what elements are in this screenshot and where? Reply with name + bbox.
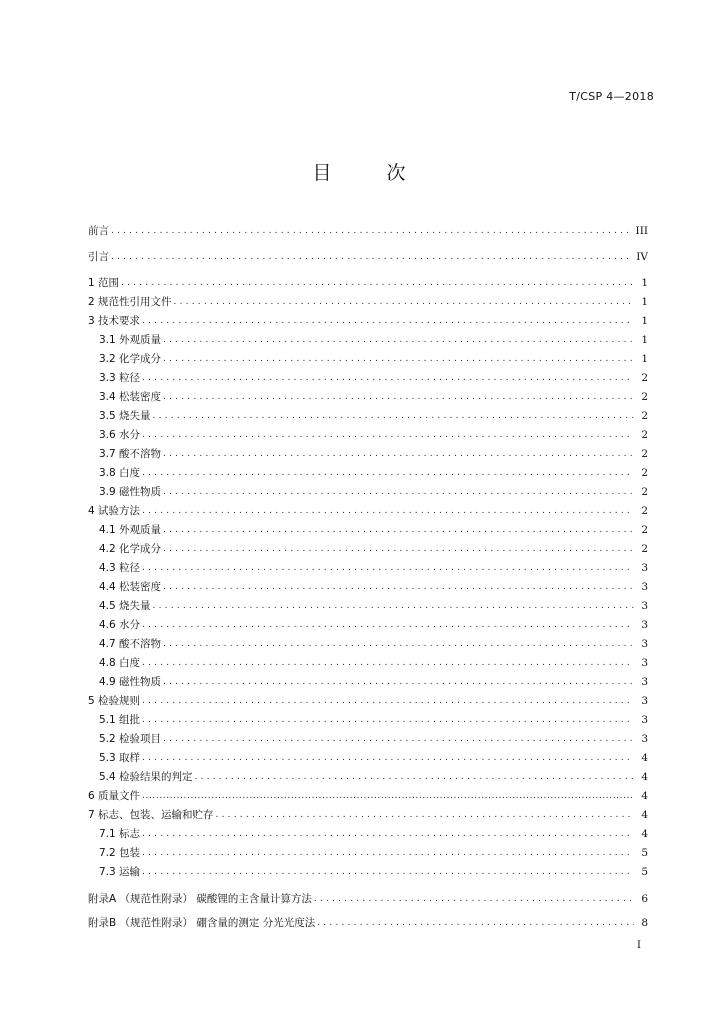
toc-entry-page: 8: [641, 917, 648, 929]
toc-leader-dots: [163, 730, 634, 749]
toc-entry-label: 5.4 检验结果的判定: [99, 771, 193, 783]
toc-entry-label: 4.8 白度: [99, 657, 141, 669]
toc-entry-label: 3.9 磁性物质: [99, 486, 162, 498]
toc-entry[interactable]: [88, 844, 648, 863]
page-title: 目 次: [312, 162, 424, 184]
toc-leader-dots: [142, 825, 634, 844]
toc-leader-dots: [163, 350, 634, 369]
page-number: I: [637, 940, 641, 951]
toc-entry[interactable]: [88, 369, 648, 388]
toc-entry[interactable]: [88, 654, 648, 673]
toc-entry-label: 4.9 磁性物质: [99, 676, 162, 688]
toc-entry-label: 4.5 烧失量: [99, 600, 151, 612]
toc-leader-dots: [195, 768, 634, 787]
toc-entry-label: 7.2 包装: [99, 847, 141, 859]
toc-leader-dots: [142, 844, 634, 863]
toc-entry-page: 4: [641, 790, 648, 802]
toc-entry-page: 3: [641, 733, 648, 745]
toc-entry-page: IV: [636, 251, 648, 263]
toc-entry[interactable]: [88, 749, 648, 768]
toc-leader-dots: [153, 407, 634, 426]
toc-entry[interactable]: [88, 388, 648, 407]
toc-leader-dots: [317, 914, 634, 933]
toc-entry-label: 3.4 松装密度: [99, 391, 162, 403]
toc-entry-page: 3: [641, 714, 648, 726]
toc-entry-page: 2: [641, 486, 648, 498]
toc-entry-page: 3: [641, 619, 648, 631]
toc-entry-page: 3: [641, 638, 648, 650]
toc-entry-label: 5 检验规则: [88, 695, 141, 707]
toc-entry[interactable]: [88, 863, 648, 882]
toc-entry-label: 引言: [88, 251, 109, 263]
toc-entry-page: 3: [641, 676, 648, 688]
toc-entry-page: 5: [641, 866, 648, 878]
toc-entry[interactable]: [88, 711, 648, 730]
toc-leader-dots: [163, 578, 634, 597]
toc-entry-label: 2 规范性引用文件: [88, 296, 172, 308]
toc-entry-page: 3: [641, 695, 648, 707]
toc-entry[interactable]: [88, 426, 648, 445]
toc-entry[interactable]: [88, 502, 648, 521]
toc-entry[interactable]: [88, 350, 648, 369]
toc-entry-page: 3: [641, 581, 648, 593]
toc-entry-page: 5: [641, 847, 648, 859]
toc-entry-page: 3: [641, 562, 648, 574]
toc-entry[interactable]: [88, 483, 648, 502]
toc-entry[interactable]: [88, 274, 648, 293]
toc-entry-label: 4.6 水分: [99, 619, 141, 631]
toc-entry[interactable]: [88, 521, 648, 540]
toc-entry[interactable]: [88, 889, 648, 909]
toc-entry-label: 前言: [88, 225, 109, 237]
toc-entry[interactable]: [88, 913, 648, 933]
toc-entry[interactable]: [88, 806, 648, 825]
toc-leader-dots: [163, 540, 634, 559]
toc-leader-dots: [142, 749, 634, 768]
toc-entry-page: 2: [641, 505, 648, 517]
toc-entry-label: 附录A （规范性附录） 碳酸锂的主含量计算方法: [88, 893, 312, 905]
toc-entry-page: 1: [641, 334, 648, 346]
toc-entry-label: 3.8 白度: [99, 467, 141, 479]
toc-entry-label: 5.1 组批: [99, 714, 141, 726]
toc-leader-dots: [163, 483, 634, 502]
toc-entry-label: 5.2 检验项目: [99, 733, 162, 745]
toc-entry-label: 4.3 粒径: [99, 562, 141, 574]
toc-leader-dots: [174, 293, 634, 312]
toc-entry-page: 4: [641, 828, 648, 840]
toc-entry-label: 3.3 粒径: [99, 372, 141, 384]
toc-leader-dots: [163, 673, 634, 692]
toc-entry-label: 1 范围: [88, 277, 120, 289]
toc-entry[interactable]: [88, 692, 648, 711]
toc-entry[interactable]: [88, 787, 648, 806]
toc-entry-page: 2: [641, 391, 648, 403]
toc-leader-dots: [163, 331, 634, 350]
toc-entry-label: 3 技术要求: [88, 315, 141, 327]
toc-leader-dots: [153, 597, 634, 616]
toc-entry-page: 1: [641, 277, 648, 289]
toc-entry[interactable]: [88, 730, 648, 749]
toc-entry-page: 1: [641, 296, 648, 308]
toc-entry[interactable]: [88, 673, 648, 692]
toc-entry[interactable]: [88, 578, 648, 597]
toc-entry-page: 3: [641, 657, 648, 669]
toc-entry[interactable]: [88, 312, 648, 331]
toc-leader-dots: [163, 445, 634, 464]
toc-entry-page: 4: [641, 771, 648, 783]
toc-entry-label: 4.2 化学成分: [99, 543, 162, 555]
toc-entry-page: 1: [641, 353, 648, 365]
toc-entry-page: 2: [641, 448, 648, 460]
toc-entry-page: 2: [641, 372, 648, 384]
toc-leader-dots: [163, 521, 634, 540]
toc-entry-page: 2: [641, 524, 648, 536]
toc-entry-label: 3.2 化学成分: [99, 353, 162, 365]
toc-leader-dots: [163, 635, 634, 654]
toc-entry-page: 2: [641, 543, 648, 555]
toc-entry[interactable]: [88, 222, 648, 241]
toc-entry-page: 2: [641, 467, 648, 479]
toc-entry-label: 3.7 酸不溶物: [99, 448, 162, 460]
toc-entry-page: 4: [641, 752, 648, 764]
toc-entry[interactable]: [88, 559, 648, 578]
toc-leader-dots: [216, 806, 634, 825]
toc-entry-label: 5.3 取样: [99, 752, 141, 764]
toc-entry[interactable]: [88, 825, 648, 844]
toc-entry[interactable]: [88, 597, 648, 616]
toc-entry[interactable]: [88, 540, 648, 559]
toc-entry-label: 7.3 运输: [99, 866, 141, 878]
toc-leader-dots: [142, 559, 634, 578]
toc-entry[interactable]: [88, 445, 648, 464]
toc-leader-dots: [142, 616, 634, 635]
toc-entry[interactable]: [88, 616, 648, 635]
toc-entry[interactable]: [88, 635, 648, 654]
toc-leader-dots: [142, 426, 634, 445]
toc-leader-dots: [142, 787, 634, 806]
toc-leader-dots: [142, 464, 634, 483]
toc-leader-dots: [142, 863, 634, 882]
toc-leader-dots: [163, 388, 634, 407]
toc-entry-page: III: [635, 225, 648, 237]
table-of-contents: [88, 222, 648, 937]
toc-entry-label: 6 质量文件: [88, 790, 141, 802]
toc-entry[interactable]: [88, 248, 648, 267]
toc-entry-label: 3.5 烧失量: [99, 410, 151, 422]
toc-leader-dots: [142, 369, 634, 388]
toc-entry-page: 4: [641, 809, 648, 821]
toc-entry-page: 2: [641, 410, 648, 422]
toc-leader-dots: [142, 312, 634, 331]
toc-entry-label: 附录B （规范性附录） 硼含量的测定 分光光度法: [88, 917, 316, 929]
toc-entry[interactable]: [88, 407, 648, 426]
toc-entry[interactable]: [88, 768, 648, 787]
toc-entry-label: 4.4 松装密度: [99, 581, 162, 593]
toc-leader-dots: [142, 502, 634, 521]
toc-leader-dots: [111, 222, 632, 241]
toc-entry-page: 3: [641, 600, 648, 612]
toc-entry[interactable]: [88, 293, 648, 312]
toc-entry-label: 4.1 外观质量: [99, 524, 162, 536]
toc-leader-dots: [111, 248, 632, 267]
toc-leader-dots: [121, 274, 634, 293]
toc-entry[interactable]: [88, 331, 648, 350]
toc-entry-label: 3.1 外观质量: [99, 334, 162, 346]
toc-entry-label: 7 标志、包装、运输和贮存: [88, 809, 214, 821]
toc-leader-dots: [142, 692, 634, 711]
toc-entry-label: 7.1 标志: [99, 828, 141, 840]
toc-leader-dots: [142, 654, 634, 673]
toc-entry[interactable]: [88, 464, 648, 483]
toc-entry-page: 1: [641, 315, 648, 327]
toc-entry-label: 3.6 水分: [99, 429, 141, 441]
toc-entry-page: 2: [641, 429, 648, 441]
toc-leader-dots: [314, 890, 634, 909]
toc-entry-label: 4 试验方法: [88, 505, 141, 517]
toc-leader-dots: [142, 711, 634, 730]
toc-entry-label: 4.7 酸不溶物: [99, 638, 162, 650]
document-code: T/CSP 4—2018: [569, 90, 654, 103]
toc-entry-page: 6: [641, 893, 648, 905]
